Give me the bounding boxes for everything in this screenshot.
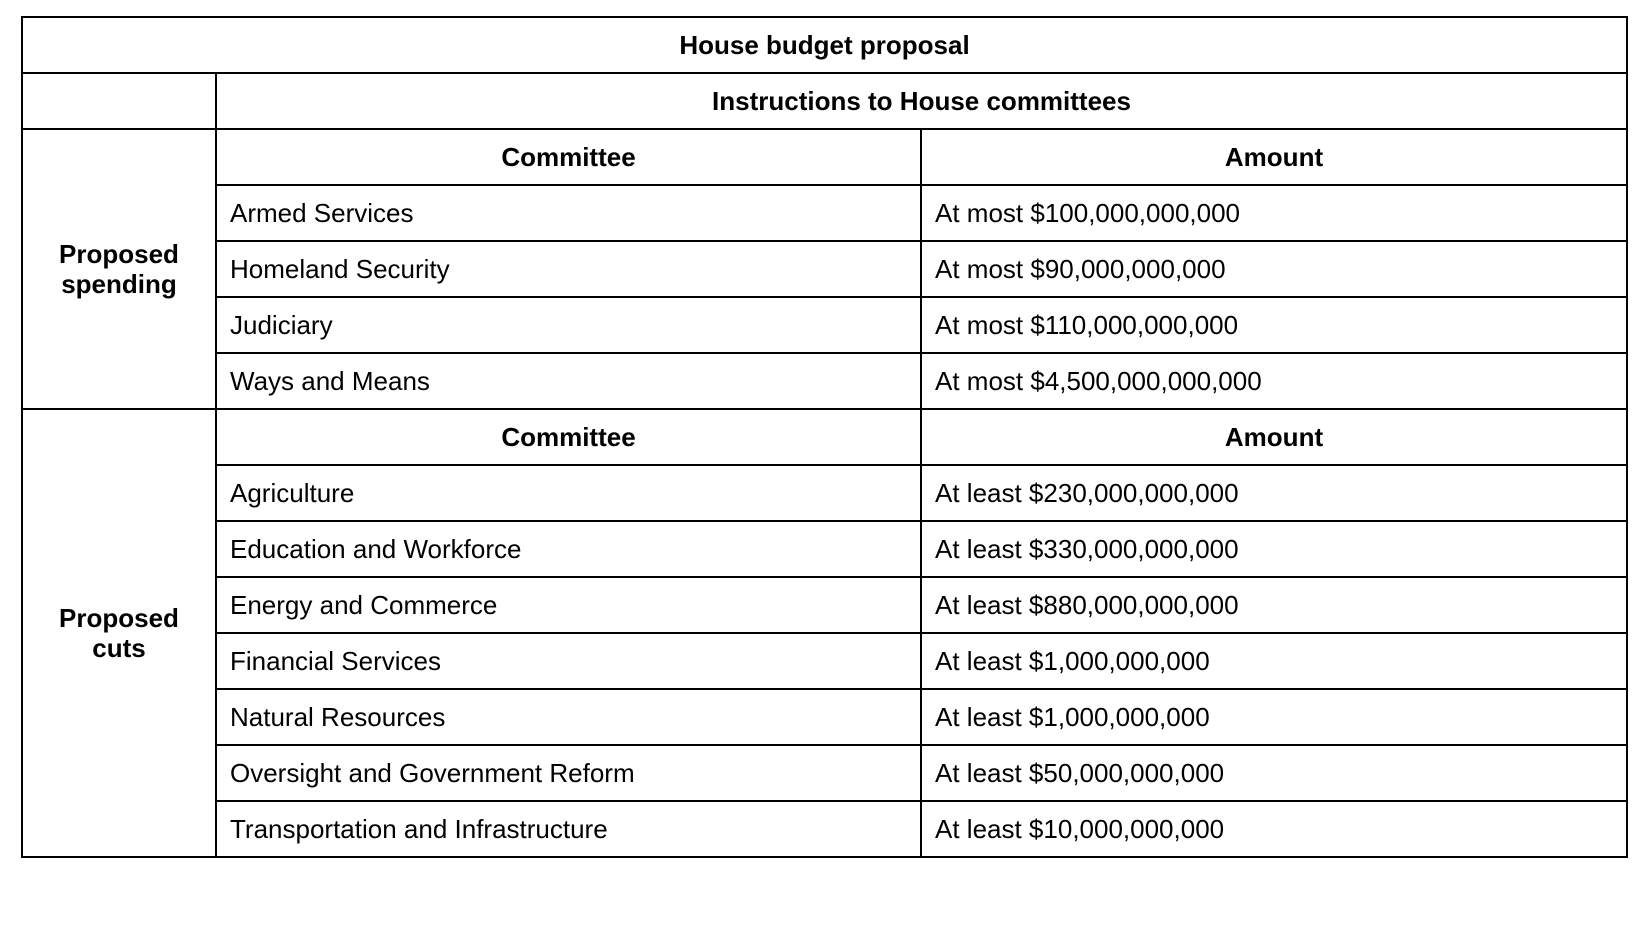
table-row — [22, 241, 1627, 297]
committee-cell: Natural Resources — [216, 689, 921, 745]
table-row — [22, 577, 1627, 633]
amount-cell: At least $330,000,000,000 — [921, 521, 1627, 577]
amount-cell: At least $880,000,000,000 — [921, 577, 1627, 633]
committee-cell: Financial Services — [216, 633, 921, 689]
table-row — [22, 465, 1627, 521]
table-row — [22, 689, 1627, 745]
budget-table — [21, 16, 1628, 858]
column-header-amount: Amount — [921, 129, 1627, 185]
table-row — [22, 633, 1627, 689]
amount-cell: At most $4,500,000,000,000 — [921, 353, 1627, 409]
table-row — [22, 185, 1627, 241]
section-label-spending: Proposed spending — [22, 129, 216, 409]
table-row — [22, 745, 1627, 801]
subtitle-row — [22, 73, 1627, 129]
committee-cell: Oversight and Government Reform — [216, 745, 921, 801]
committee-cell: Transportation and Infrastructure — [216, 801, 921, 857]
table-row — [22, 801, 1627, 857]
amount-cell: At most $110,000,000,000 — [921, 297, 1627, 353]
spending-header-row — [22, 129, 1627, 185]
amount-cell: At least $230,000,000,000 — [921, 465, 1627, 521]
table-row — [22, 521, 1627, 577]
amount-cell: At least $1,000,000,000 — [921, 633, 1627, 689]
amount-cell: At most $100,000,000,000 — [921, 185, 1627, 241]
table-subtitle: Instructions to House committees — [216, 73, 1627, 129]
column-header-committee: Committee — [216, 409, 921, 465]
table-row — [22, 297, 1627, 353]
column-header-committee: Committee — [216, 129, 921, 185]
committee-cell: Energy and Commerce — [216, 577, 921, 633]
table-row — [22, 353, 1627, 409]
amount-cell: At least $1,000,000,000 — [921, 689, 1627, 745]
table-title: House budget proposal — [22, 17, 1627, 73]
section-label-cuts: Proposed cuts — [22, 409, 216, 857]
committee-cell: Armed Services — [216, 185, 921, 241]
amount-cell: At least $10,000,000,000 — [921, 801, 1627, 857]
title-row — [22, 17, 1627, 73]
committee-cell: Ways and Means — [216, 353, 921, 409]
amount-cell: At least $50,000,000,000 — [921, 745, 1627, 801]
committee-cell: Homeland Security — [216, 241, 921, 297]
column-header-amount: Amount — [921, 409, 1627, 465]
cuts-header-row — [22, 409, 1627, 465]
committee-cell: Education and Workforce — [216, 521, 921, 577]
amount-cell: At most $90,000,000,000 — [921, 241, 1627, 297]
empty-corner-cell — [22, 73, 216, 129]
committee-cell: Agriculture — [216, 465, 921, 521]
committee-cell: Judiciary — [216, 297, 921, 353]
